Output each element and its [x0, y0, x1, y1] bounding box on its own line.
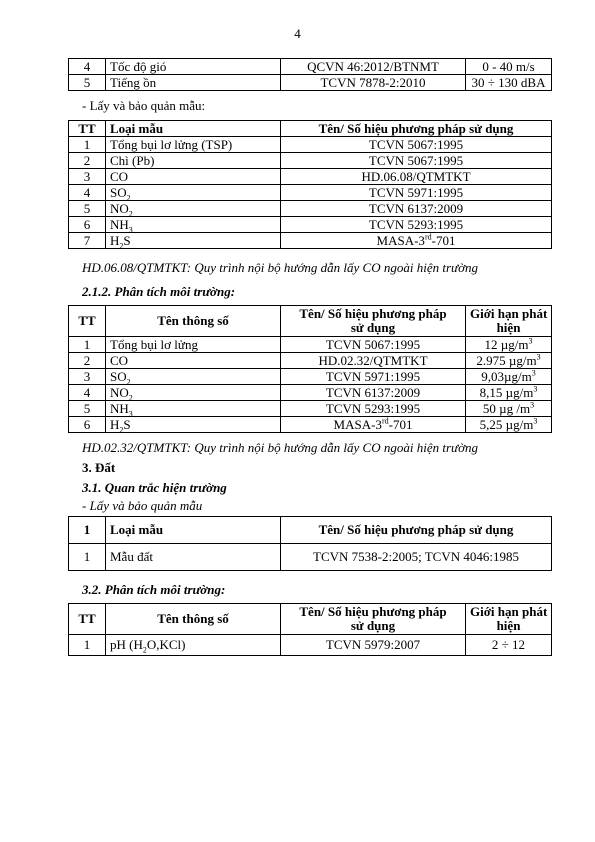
- sampling-soil-label: - Lấy và bảo quản mẫu: [82, 498, 203, 513]
- formula-pre: H: [110, 232, 120, 248]
- row-limit: [466, 385, 552, 401]
- formula-sub: 2: [142, 645, 147, 655]
- formula-base: SO: [110, 184, 127, 200]
- row-tt: 5: [69, 201, 106, 217]
- col-header-param: Tên thông số: [106, 306, 281, 337]
- row-tt: 2: [69, 153, 106, 169]
- row-tt: 6: [69, 417, 106, 433]
- method-sup: rd: [381, 416, 389, 426]
- col-header-tt: TT: [69, 121, 106, 137]
- limit-sup: 3: [530, 400, 535, 410]
- col-header-limit: [466, 604, 552, 635]
- header-line: Giới hạn phát: [470, 306, 548, 321]
- row-method: TCVN 5293:1995: [281, 401, 466, 417]
- col-header-limit: [466, 306, 552, 337]
- row-method: TCVN 5067:1995: [281, 137, 552, 153]
- table-row: [69, 337, 552, 353]
- row-tt: 2: [69, 353, 106, 369]
- header-line: hiện: [496, 618, 521, 633]
- table-row: [69, 169, 552, 185]
- table-header-row: [69, 517, 552, 544]
- formula-sub: 2: [128, 393, 133, 401]
- table-row: [69, 153, 552, 169]
- meteo-methods-table: [68, 58, 552, 91]
- header-line: Giới hạn phát: [470, 604, 548, 619]
- row-name: Tổng bụi lơ lửng (TSP): [106, 137, 281, 153]
- col-header-method: [281, 604, 466, 635]
- row-name: CO: [106, 169, 281, 185]
- sampling-air-label: - Lấy và bảo quản mẫu:: [82, 98, 206, 113]
- formula-pre: H: [110, 416, 120, 432]
- table-row: [69, 217, 552, 233]
- row-tt: 4: [69, 385, 106, 401]
- table-row: [69, 401, 552, 417]
- row-method: HD.02.32/QTMTKT: [281, 353, 466, 369]
- method-post: -701: [431, 232, 456, 248]
- row-tt: 1: [69, 337, 106, 353]
- col-header-method: [281, 306, 466, 337]
- table-row: [69, 233, 552, 249]
- row-method: TCVN 6137:2009: [281, 201, 552, 217]
- table-row: [69, 544, 552, 571]
- heading-3-2: 3.2. Phân tích môi trường:: [82, 582, 226, 597]
- row-method: TCVN 5067:1995: [281, 337, 466, 353]
- note-hd0232: HD.02.32/QTMTKT: Quy trình nội bộ hướng dẫn lấy CO ngoài hiện trường: [82, 440, 479, 455]
- formula-post: S: [123, 232, 131, 248]
- row-tt: 3: [69, 369, 106, 385]
- row-limit: [466, 401, 552, 417]
- row-name: [106, 233, 281, 249]
- col-header-param: Tên thông số: [106, 604, 281, 635]
- row-name: [106, 401, 281, 417]
- row-limit: [466, 369, 552, 385]
- row-method: TCVN 6137:2009: [281, 385, 466, 401]
- table-row: [69, 385, 552, 401]
- formula-base: NO: [110, 200, 129, 216]
- limit-sup: 3: [528, 336, 533, 346]
- row-name: [106, 201, 281, 217]
- table-row: [69, 137, 552, 153]
- row-method: TCVN 5293:1995: [281, 217, 552, 233]
- soil-analysis-table: [68, 603, 552, 656]
- row-tt: 1: [69, 137, 106, 153]
- heading-3: 3. Đất: [82, 460, 116, 475]
- row-tt: 4: [69, 185, 106, 201]
- row-tt: 5: [69, 75, 106, 91]
- row-name: [106, 369, 281, 385]
- table-row: [69, 75, 552, 91]
- limit-value: 12 µg/m: [484, 336, 529, 352]
- table-row: [69, 353, 552, 369]
- row-name: [106, 635, 281, 656]
- row-name: Tổng bụi lơ lửng: [106, 337, 281, 353]
- row-method: HD.06.08/QTMTKT: [281, 169, 552, 185]
- row-method: TCVN 5971:1995: [281, 185, 552, 201]
- col-header-tt: 1: [69, 517, 106, 544]
- row-name: CO: [106, 353, 281, 369]
- formula-base: NH: [110, 216, 129, 232]
- table-row: [69, 635, 552, 656]
- col-header-type: Loại mẫu: [106, 517, 281, 544]
- formula-sub: 2: [126, 193, 131, 201]
- page-number: 4: [294, 26, 301, 41]
- row-tt: 7: [69, 233, 106, 249]
- formula-base: NH: [110, 400, 129, 416]
- row-range: 0 - 40 m/s: [466, 59, 552, 75]
- row-method: [281, 417, 466, 433]
- row-name: [106, 185, 281, 201]
- formula-sub: 3: [128, 409, 133, 417]
- row-tt: 5: [69, 401, 106, 417]
- formula-base: SO: [110, 368, 127, 384]
- row-name: Tốc độ gió: [106, 59, 281, 75]
- limit-sup: 3: [531, 368, 536, 378]
- row-name: [106, 417, 281, 433]
- formula-sub: 2: [119, 241, 124, 249]
- limit-sup: 3: [536, 352, 541, 362]
- row-method: TCVN 5971:1995: [281, 369, 466, 385]
- header-line: hiện: [496, 320, 521, 335]
- col-header-type: Loại mẫu: [106, 121, 281, 137]
- row-method: TCVN 5979:2007: [281, 635, 466, 656]
- col-header-tt: TT: [69, 604, 106, 635]
- row-tt: 1: [69, 635, 106, 656]
- row-tt: 6: [69, 217, 106, 233]
- air-analysis-table: [68, 305, 552, 433]
- header-line: Tên/ Số hiệu phương pháp: [299, 604, 447, 619]
- row-method: TCVN 5067:1995: [281, 153, 552, 169]
- row-name: [106, 217, 281, 233]
- method-pre: MASA-3: [333, 416, 382, 432]
- row-tt: 4: [69, 59, 106, 75]
- row-name: [106, 385, 281, 401]
- col-header-method: Tên/ Số hiệu phương pháp sử dụng: [281, 517, 552, 544]
- table-header-row: [69, 604, 552, 635]
- table-row: [69, 59, 552, 75]
- heading-2-1-2: 2.1.2. Phân tích môi trường:: [82, 284, 236, 299]
- row-tt: 1: [69, 544, 106, 571]
- row-limit: [466, 353, 552, 369]
- table-header-row: [69, 121, 552, 137]
- method-sup: rd: [424, 232, 432, 242]
- formula-sub: 2: [119, 425, 124, 433]
- table-row: [69, 417, 552, 433]
- formula-sub: 3: [128, 225, 133, 233]
- limit-value: 2.975 µg/m: [476, 352, 537, 368]
- air-sampling-table: [68, 120, 552, 249]
- row-name: Chì (Pb): [106, 153, 281, 169]
- formula-sub: 2: [126, 377, 131, 385]
- header-line: Tên/ Số hiệu phương pháp: [299, 306, 447, 321]
- limit-value: 8,15 µg/m: [479, 384, 534, 400]
- table-row: [69, 201, 552, 217]
- table-row: [69, 369, 552, 385]
- soil-sampling-table: [68, 516, 552, 571]
- formula-pre: pH (H: [110, 637, 143, 652]
- row-name: Mẫu đất: [106, 544, 281, 571]
- limit-sup: 3: [533, 384, 538, 394]
- formula-post: S: [123, 416, 131, 432]
- formula-sub: 2: [128, 209, 133, 217]
- row-limit: 2 ÷ 12: [466, 635, 552, 656]
- row-method: QCVN 46:2012/BTNMT: [281, 59, 466, 75]
- row-method: TCVN 7878-2:2010: [281, 75, 466, 91]
- limit-sup: 3: [533, 416, 538, 426]
- formula-base: NO: [110, 384, 129, 400]
- method-post: -701: [388, 416, 413, 432]
- limit-value: 5,25 µg/m: [479, 416, 534, 432]
- row-name: Tiếng ồn: [106, 75, 281, 91]
- table-header-row: [69, 306, 552, 337]
- row-method: [281, 233, 552, 249]
- row-limit: [466, 417, 552, 433]
- row-range: 30 ÷ 130 dBA: [466, 75, 552, 91]
- row-limit: [466, 337, 552, 353]
- row-method: TCVN 7538-2:2005; TCVN 4046:1985: [281, 544, 552, 571]
- header-line: sử dụng: [350, 618, 396, 633]
- table-row: [69, 185, 552, 201]
- method-pre: MASA-3: [376, 232, 425, 248]
- heading-3-1: 3.1. Quan trắc hiện trường: [82, 480, 227, 495]
- col-header-method: Tên/ Số hiệu phương pháp sử dụng: [281, 121, 552, 137]
- header-line: sử dụng: [350, 320, 396, 335]
- limit-value: 9,03µg/m: [481, 368, 532, 384]
- limit-value: 50 µg /m: [482, 400, 531, 416]
- note-hd0608: HD.06.08/QTMTKT: Quy trình nội bộ hướng dẫn lấy CO ngoài hiện trường: [82, 260, 479, 275]
- formula-post: O,KCl): [146, 637, 186, 652]
- col-header-tt: TT: [69, 306, 106, 337]
- row-tt: 3: [69, 169, 106, 185]
